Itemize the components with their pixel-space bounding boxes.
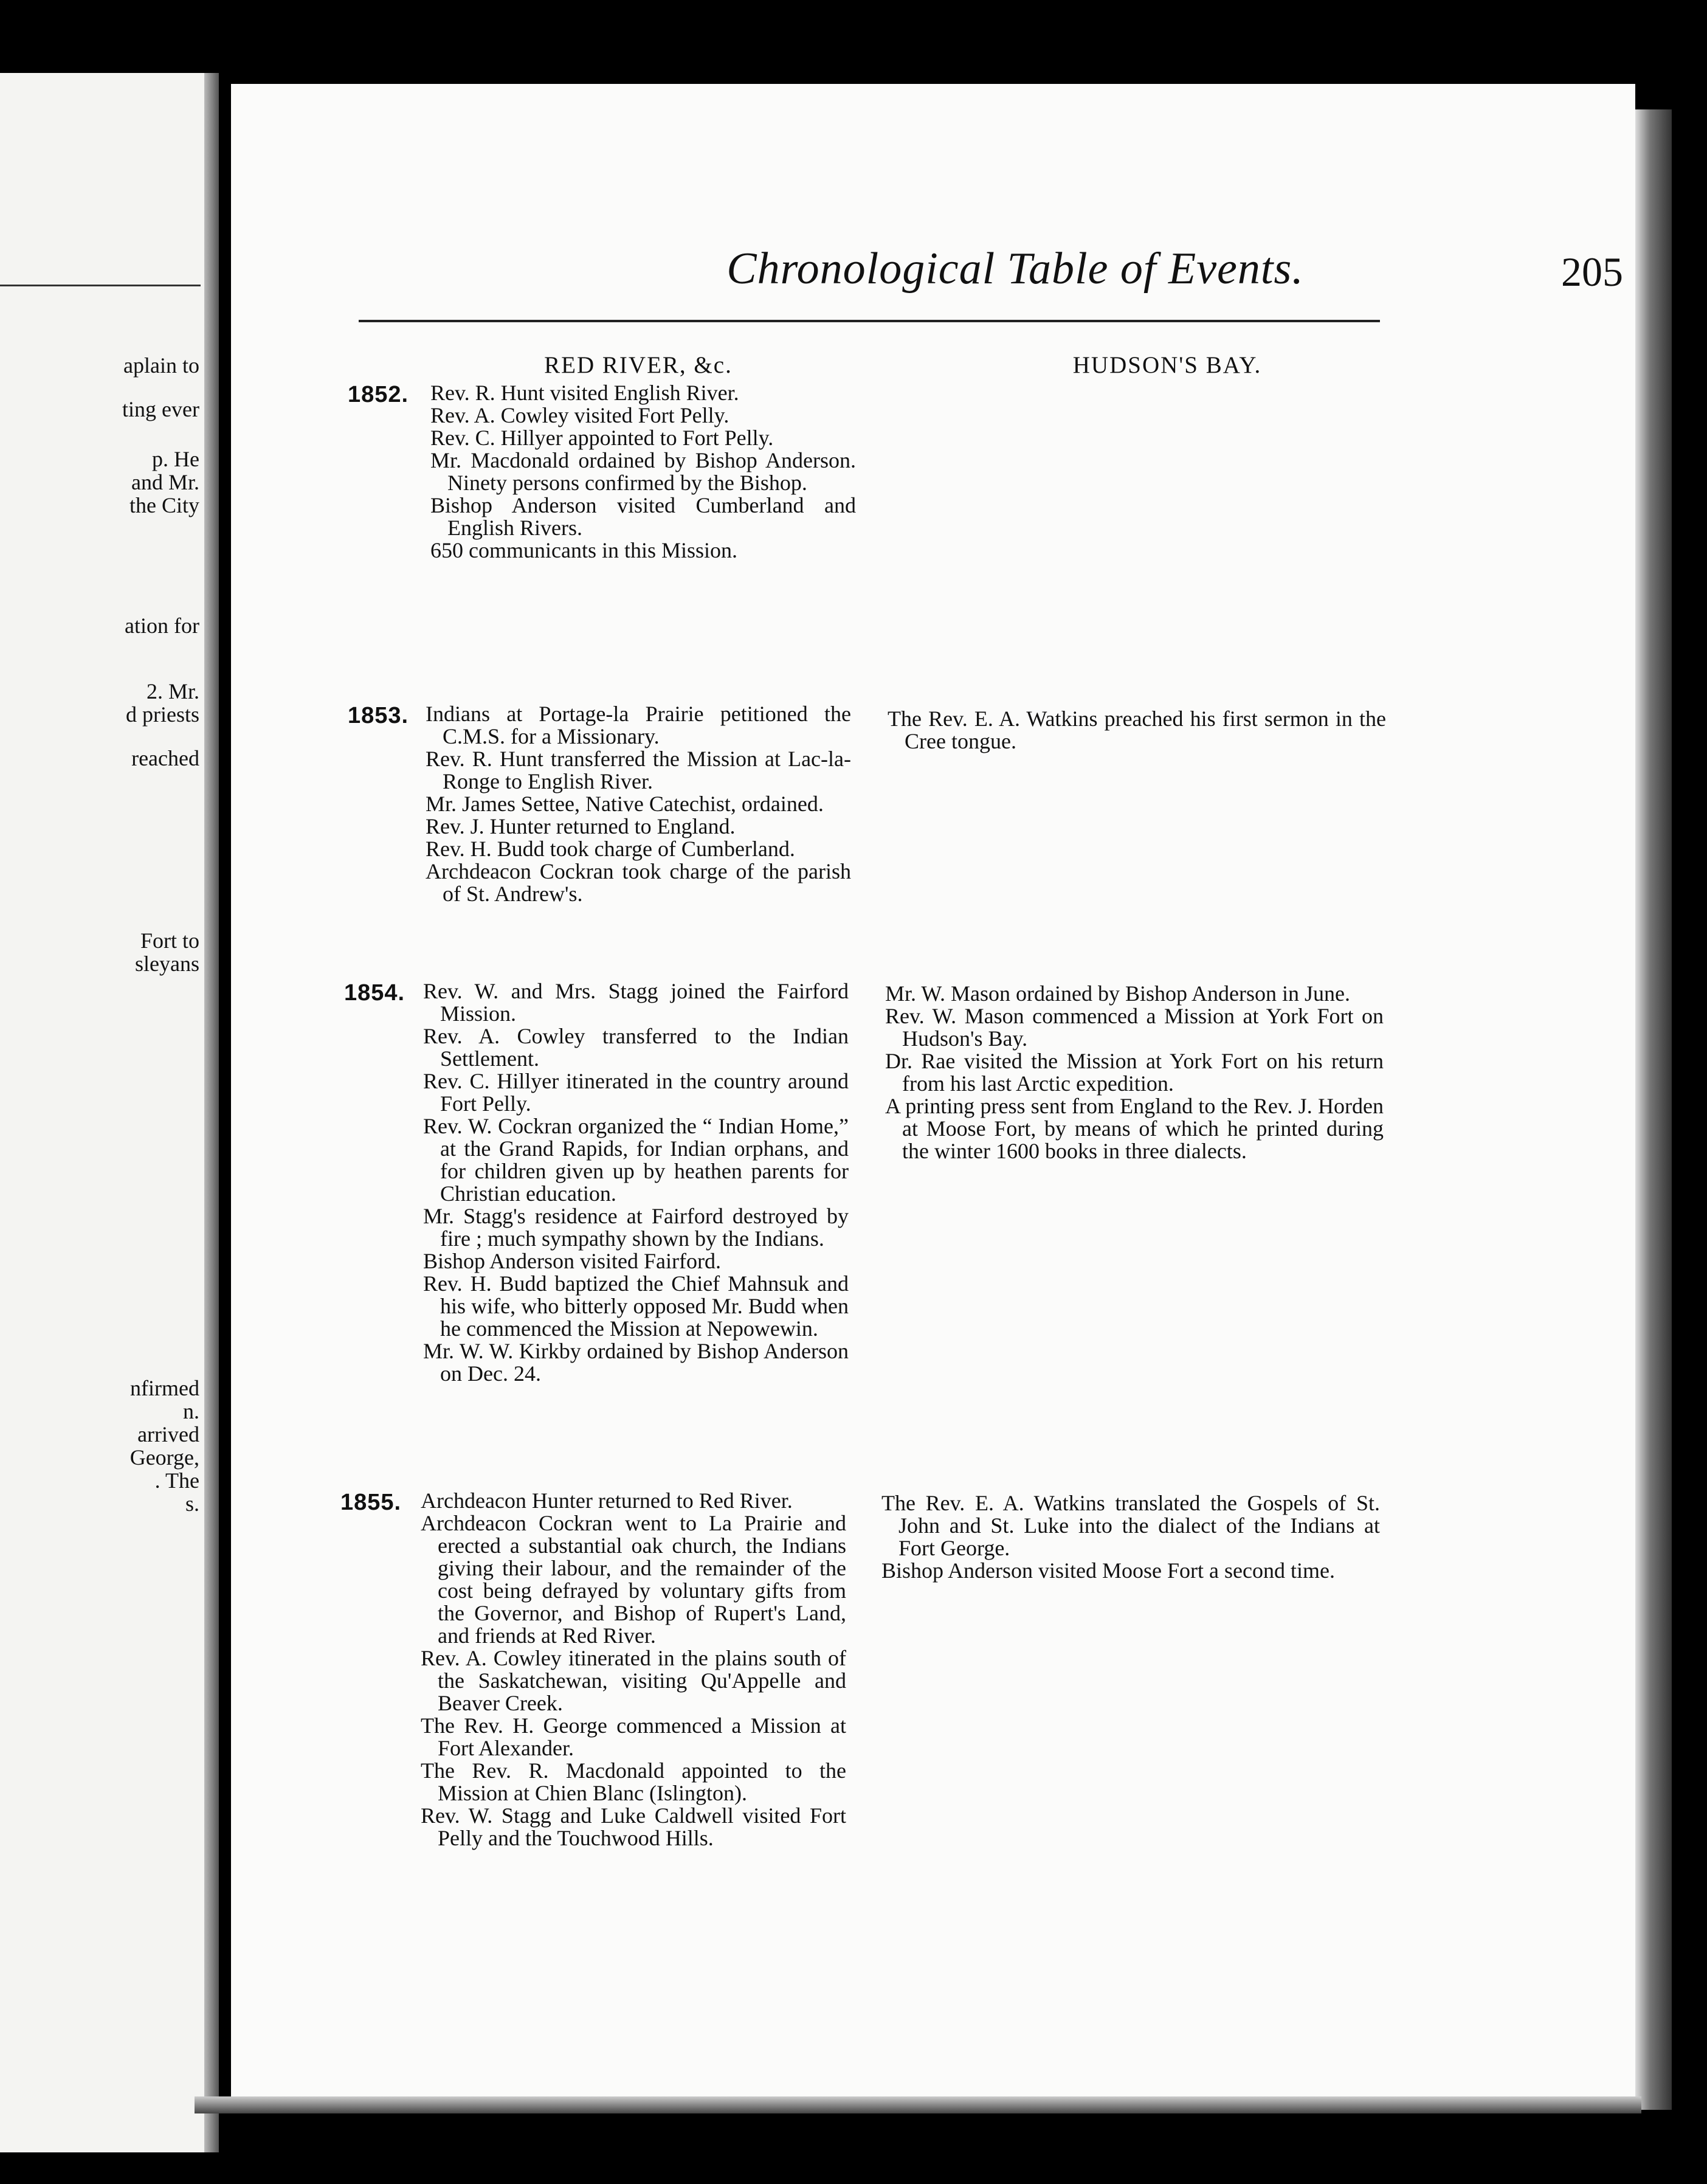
- facing-page-line: aplain to: [123, 353, 199, 378]
- year-label: 1852.: [348, 382, 409, 407]
- event-entry: Rev. R. Hunt visited English River.: [430, 381, 739, 405]
- event-entry: The Rev. R. Macdonald appointed to the Mission at Chien Blanc (Islington).: [421, 1758, 846, 1805]
- facing-page-line: 2. Mr.: [146, 679, 199, 703]
- event-entry: Archdeacon Hunter returned to Red River.: [421, 1488, 793, 1513]
- year-label: 1855.: [340, 1490, 402, 1515]
- event-entry: Archdeacon Cockran took charge of the parish of St. Andrew's.: [426, 859, 851, 906]
- event-entry: Dr. Rae visited the Mission at York Fort on his return from his last Arctic expedition.: [885, 1049, 1384, 1096]
- facing-page-line: . The: [154, 1468, 199, 1493]
- event-entry: Rev. W. Stagg and Luke Caldwell visited Fort Pelly and the Touchwood Hills.: [421, 1803, 846, 1850]
- column-heading-hudsons-bay: HUDSON'S BAY.: [1072, 352, 1262, 378]
- event-entry: 650 communicants in this Mission.: [430, 538, 738, 562]
- event-entry: Rev. A. Cowley visited Fort Pelly.: [430, 403, 729, 427]
- event-entry: Rev. W. and Mrs. Stagg joined the Fairford Mission.: [423, 979, 849, 1026]
- red-river-entries-1854: [423, 980, 849, 1385]
- page-number: 205: [1561, 249, 1623, 295]
- spine-shadow: [204, 73, 219, 2152]
- facing-page-line: the City: [129, 493, 199, 517]
- event-entry: Bishop Anderson visited Moose Fort a second time.: [881, 1558, 1335, 1583]
- facing-page-line: d priests: [126, 702, 199, 727]
- page-edge-shadow: [1635, 109, 1672, 2110]
- event-entry: Bishop Anderson visited Fairford.: [423, 1249, 721, 1273]
- event-entry: The Rev. E. A. Watkins preached his first sermon in the Cree tongue.: [888, 707, 1386, 753]
- facing-page-fragment: [0, 73, 219, 2152]
- event-entry: Rev. A. Cowley itinerated in the plains south of the Saskatchewan, visiting Qu'Appelle and Beaver Creek.: [421, 1646, 846, 1715]
- facing-page-line: n.: [183, 1399, 199, 1423]
- facing-page-line: and Mr.: [131, 470, 199, 494]
- facing-page-line: ation for: [125, 613, 199, 638]
- facing-page-rule: [0, 285, 201, 286]
- facing-page-line: George,: [129, 1445, 199, 1470]
- event-entry: Rev. H. Budd baptized the Chief Mahnsuk and his wife, who bitterly opposed Mr. Budd when he commenced the Mission at Nepowewin.: [423, 1271, 849, 1341]
- facing-page-line: nfirmed: [130, 1376, 199, 1400]
- facing-page-line: ting ever: [122, 397, 199, 421]
- facing-page-line: arrived: [137, 1422, 199, 1446]
- event-entry: Archdeacon Cockran went to La Prairie and erected a substantial oak church, the Indians giving their labour, and the remainder of the cost being defrayed by voluntary gifts from the Governor, and Bishop of Rupert's Land, and friends at Red River.: [421, 1511, 846, 1648]
- year-label: 1854.: [344, 980, 405, 1006]
- event-entry: Bishop Anderson visited Cumberland and English Rivers.: [430, 493, 856, 540]
- year-label: 1853.: [348, 703, 409, 728]
- event-entry: Indians at Portage-la Prairie petitioned the C.M.S. for a Missionary.: [426, 702, 851, 748]
- red-river-entries-1855: [421, 1490, 846, 1850]
- facing-page-line: reached: [131, 746, 199, 770]
- column-heading-red-river: RED RIVER, &c.: [544, 352, 733, 378]
- page-bottom-edge: [195, 2096, 1641, 2113]
- book-page: [231, 84, 1635, 2096]
- event-entry: The Rev. H. George commenced a Mission at Fort Alexander.: [421, 1713, 846, 1760]
- red-river-entries-1852: [430, 382, 856, 562]
- hudsons-bay-entries-1854: [885, 983, 1384, 1163]
- event-entry: Mr. W. W. Kirkby ordained by Bishop Anderson on Dec. 24.: [423, 1339, 849, 1386]
- facing-page-line: Fort to: [140, 928, 199, 953]
- red-river-entries-1853: [426, 703, 851, 905]
- facing-page-line: sleyans: [135, 952, 199, 976]
- facing-page-line: s.: [185, 1491, 199, 1516]
- event-entry: Mr. Stagg's residence at Fairford destroyed by fire ; much sympathy shown by the Indians.: [423, 1204, 849, 1251]
- event-entry: A printing press sent from England to the Rev. J. Horden at Moose Fort, by means of which he printed during the winter 1600 books in three dialects.: [885, 1094, 1384, 1163]
- event-entry: Mr. W. Mason ordained by Bishop Anderson in June.: [885, 981, 1350, 1006]
- event-entry: Mr. James Settee, Native Catechist, ordained.: [426, 792, 824, 816]
- event-entry: Rev. C. Hillyer itinerated in the country around Fort Pelly.: [423, 1069, 849, 1116]
- event-entry: Rev. J. Hunter returned to England.: [426, 814, 736, 838]
- hudsons-bay-entries-1853: [888, 708, 1386, 753]
- event-entry: The Rev. E. A. Watkins translated the Gospels of St. John and St. Luke into the dialect of the Indians at Fort George.: [881, 1491, 1380, 1560]
- event-entry: Rev. W. Mason commenced a Mission at York Fort on Hudson's Bay.: [885, 1004, 1384, 1051]
- hudsons-bay-entries-1855: [881, 1492, 1380, 1582]
- running-title: Chronological Table of Events.: [726, 244, 1304, 294]
- event-entry: Rev. H. Budd took charge of Cumberland.: [426, 837, 795, 861]
- header-rule: [359, 320, 1380, 322]
- event-entry: Rev. W. Cockran organized the “ Indian Home,” at the Grand Rapids, for Indian orphans, and for children given up by heathen parents for Christian education.: [423, 1114, 849, 1206]
- event-entry: Rev. C. Hillyer appointed to Fort Pelly.: [430, 426, 774, 450]
- event-entry: Mr. Macdonald ordained by Bishop Anderson. Ninety persons confirmed by the Bishop.: [430, 448, 856, 495]
- facing-page-line: p. He: [152, 447, 199, 471]
- event-entry: Rev. A. Cowley transferred to the Indian Settlement.: [423, 1024, 849, 1071]
- event-entry: Rev. R. Hunt transferred the Mission at Lac-la-Ronge to English River.: [426, 747, 851, 793]
